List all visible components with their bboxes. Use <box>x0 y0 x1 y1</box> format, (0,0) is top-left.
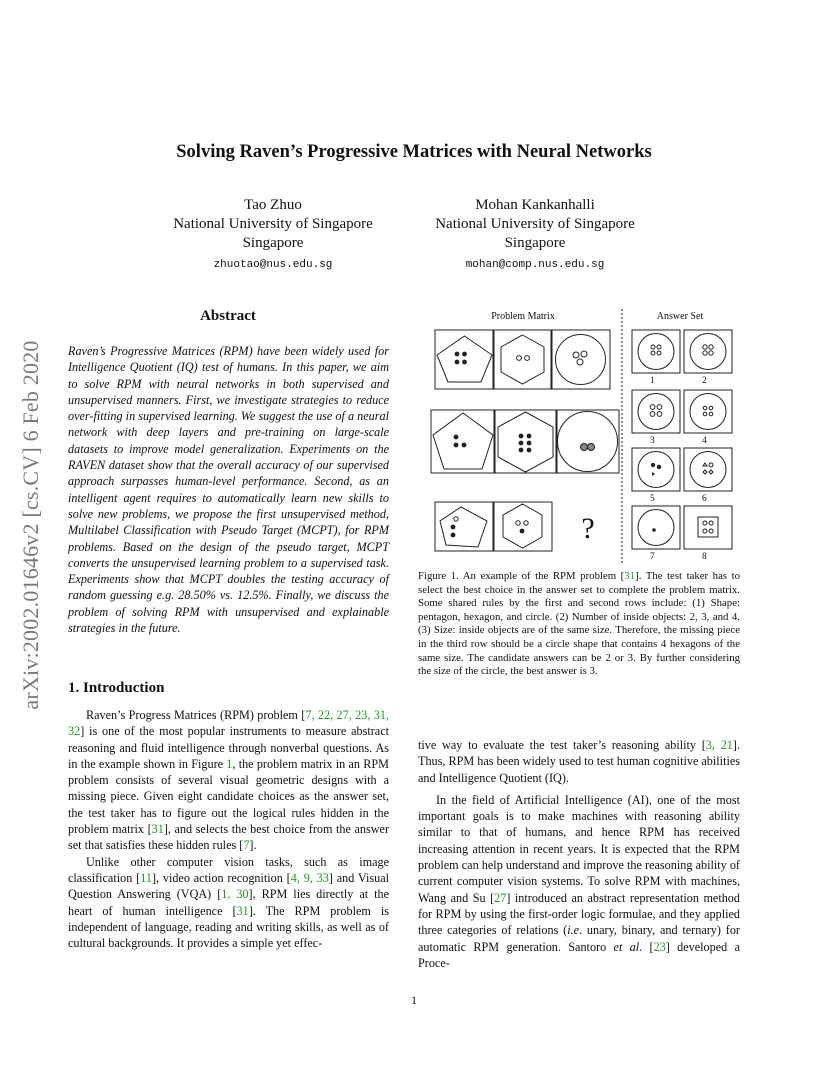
text-run: ] is one of the most popular instruments to measure abstract reasoning and fluid intelligence through nonverbal questions. As in the example shown in Figure <box>68 724 389 771</box>
paragraph <box>68 854 389 952</box>
problem-cell-6 <box>556 410 619 473</box>
text-run: ] and Visual Question Answering (VQA) [ <box>68 870 390 902</box>
answer-option-2[interactable] <box>684 330 732 373</box>
answer-number: 4 <box>702 436 707 446</box>
answer-number: 7 <box>650 552 655 562</box>
arxiv-stamp <box>6 300 56 750</box>
paragraph <box>418 792 740 971</box>
answer-number: 6 <box>702 494 707 504</box>
text-run: ], RPM lies directly at the heart of human intelligence [ <box>68 887 389 918</box>
arxiv-id: arXiv:2002.01646v2 [cs.CV] 6 Feb 2020 <box>18 340 43 710</box>
citation-link[interactable]: 27 <box>494 890 507 905</box>
citation-link[interactable]: 31 <box>151 822 164 837</box>
author-name: Mohan Kankanhalli <box>475 197 595 213</box>
section-heading-introduction: 1. Introduction <box>68 680 165 696</box>
answer-option-1[interactable] <box>632 330 680 373</box>
text-run: . [ <box>639 939 654 954</box>
text-run: ]. The RPM problem is independent of language, reading and writing skills, as well as of cultural backgrounds. It provides a simple yet effec- <box>68 903 390 951</box>
text-run: et al <box>613 939 640 954</box>
answer-option-7[interactable] <box>632 506 680 549</box>
paragraph <box>68 707 389 854</box>
answer-number: 8 <box>702 552 707 562</box>
text-run: ], and selects the best choice from the answer set that satisfies these hidden rules [ <box>68 822 389 853</box>
abstract-text: Raven’s Progressive Matrices (RPM) have been widely used for Intelligence Quotient (IQ) test of humans. In this paper, we aim to solve RPM with neural networks in both supervised and unsupervised manners. First, we investigate strategies to reduce over-fitting in supervised learning. We suggest the use of a neural network with deep layers and pre-training on large-scale datasets to improve model generalization. Experiments on the RAVEN dataset show that the overall accuracy of our supervised approach surpasses human-level performance. Second, as an intelligent agent requires to automatically learn new skills to solve new problems, we propose the first unsupervised method, Multilabel Classification with Pseudo Target (MCPT), for RPM problems. Based on the design of the pseudo target, MCPT converts the unsupervised learning problem to a supervised task. Experiments show that MCPT doubles the testing accuracy of random guessing e.g. 28.50% vs. 12.5%. Finally, we discuss the problem of solving RPM with unsupervised and explainable strategies in the future. <box>68 344 389 636</box>
text-run: , the problem matrix in an RPM problem consists of several visual geometric designs with a missing piece. Given eight candidate choices as the answer set, the test taker has to figure out the logical rules hidden in the problem matrix [ <box>68 756 389 837</box>
answer-option-6[interactable] <box>684 448 732 491</box>
introduction-right-column <box>418 737 740 971</box>
answer-number: 5 <box>650 494 655 504</box>
problem-cell-4 <box>431 410 495 473</box>
paragraph <box>418 737 740 786</box>
citation-link[interactable]: 7 <box>243 838 250 853</box>
citation-link[interactable]: 23 <box>653 939 666 954</box>
answer-number: 2 <box>702 376 707 386</box>
text-run: ], video action recognition [ <box>151 870 291 885</box>
text-run: tive way to evaluate the test taker’s reasoning ability [ <box>418 738 706 752</box>
answer-option-4[interactable] <box>684 390 732 433</box>
text-run: Raven’s Progress Matrices (RPM) problem [ <box>86 708 306 722</box>
text-run: ]. <box>249 838 257 853</box>
text-run: ] introduced an abstract representation method for RPM by using the first-order logic formulae, and they applied three categories of relations ( <box>418 890 740 938</box>
page-number: 1 <box>411 993 417 1007</box>
problem-cell-5 <box>494 410 557 473</box>
problem-cell-1 <box>435 330 494 389</box>
author-name: Tao Zhuo <box>244 197 302 213</box>
answer-number: 1 <box>650 376 655 386</box>
answer-option-5[interactable] <box>632 448 680 491</box>
text-run: ]. The test taker has to select the best choice in the answer set to complete the problem matrix. Some shared rules by the first and second rows include: (1) Shape: pentagon, hexagon, and circle. (2) Number of inside objects: 2, 3, and 4. (3) Size: inside objects are of the same size. Therefore, the missing piece in the third row should be a circle shape that contains 4 hexagons of the same size. The candidate answers can be 2 or 3. By further considering the size of the circle, the best answer is 3. <box>418 570 741 678</box>
introduction-left-column <box>68 707 389 951</box>
figure-link[interactable]: 1 <box>226 756 233 771</box>
problem-cell-8 <box>493 502 552 551</box>
figure-1 <box>426 305 744 567</box>
answer-set-label: Answer Set <box>656 311 704 322</box>
answer-option-3[interactable] <box>632 390 680 433</box>
problem-matrix-label: Problem Matrix <box>491 311 555 322</box>
citation-link[interactable]: 7, 22, 27, 23, 31, 32 <box>68 708 389 739</box>
citation-link[interactable]: 3, 21 <box>705 738 733 752</box>
paper-title: Solving Raven’s Progressive Matrices with Neural Networks <box>176 142 652 162</box>
author-email: zhuotao@nus.edu.sg <box>213 259 333 271</box>
problem-cell-2 <box>493 330 552 389</box>
citation-link[interactable]: 4, 9, 33 <box>290 870 329 885</box>
problem-cell-3 <box>551 330 610 389</box>
author-block-2 <box>410 196 660 271</box>
author-block-1 <box>148 196 398 271</box>
problem-cell-7 <box>435 502 494 551</box>
figure-1-caption <box>418 570 740 679</box>
text-run: Unlike other computer vision tasks, such as image classification [ <box>68 854 389 885</box>
citation-link[interactable]: 31 <box>624 570 636 582</box>
author-location: Singapore <box>504 235 566 251</box>
citation-link[interactable]: 31 <box>236 903 249 918</box>
answer-option-8[interactable] <box>684 506 732 549</box>
rpm-figure <box>426 305 744 567</box>
abstract-heading: Abstract <box>200 308 256 324</box>
text-run: . unary, binary, and ternary) for automatic RPM generation. Santoro <box>418 923 740 954</box>
text-run: i.e <box>567 923 580 938</box>
author-location: Singapore <box>242 235 304 251</box>
text-run: ] developed a Proce- <box>418 939 740 970</box>
author-email: mohan@comp.nus.edu.sg <box>465 259 605 271</box>
text-run: ]. Thus, RPM has been widely used to test human cognitive abilities and Intelligence Quotient (IQ). <box>418 738 740 785</box>
text-run: Figure 1. An example of the RPM problem [ <box>418 570 625 582</box>
author-affiliation: National University of Singapore <box>173 216 373 232</box>
missing-piece-question-mark: ? <box>581 512 595 545</box>
citation-link[interactable]: 11 <box>140 870 152 885</box>
text-run: In the field of Artificial Intelligence (AI), one of the most important goals is to make machines with reasoning ability similar to that of humans, and hence RPM has received increasing attention in recent years. It is expected that the RPM problem can help understand and improve the reasoning ability of current computer vision systems. To solve RPM with machines, Wang and Su [ <box>418 792 740 905</box>
answer-number: 3 <box>650 436 655 446</box>
citation-link[interactable]: 1, 30 <box>221 887 249 902</box>
author-affiliation: National University of Singapore <box>435 216 635 232</box>
